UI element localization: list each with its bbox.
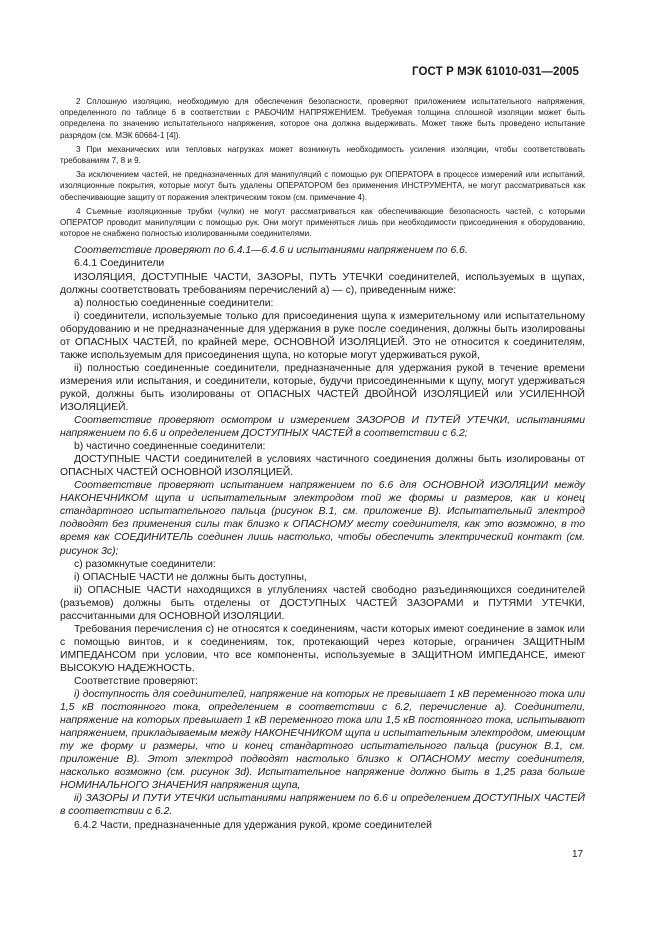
compliance-item-ii: ii) ЗАЗОРЫ И ПУТИ УТЕЧКИ испытаниями напряжением по 6.6 и определением ДОСТУПНЫХ ЧАСТЕЙ в соответствии с 6.2.: [60, 793, 585, 818]
list-item-b: b) частично соединенные соединители:: [74, 441, 266, 453]
compliance-paragraph: Соответствие проверяют осмотром и измерением ЗАЗОРОВ И ПУТЕЙ УТЕЧКИ, испытаниями напряжением по 6.6 и определением ДОСТУПНЫХ ЧАСТЕЙ в соответствии с 6.2;: [60, 415, 585, 440]
body-paragraph: ДОСТУПНЫЕ ЧАСТИ соединителей в условиях частичного соединения должны быть изолированы от ОПАСНЫХ ЧАСТЕЙ ОСНОВНОЙ ИЗОЛЯЦИЕЙ.: [60, 454, 585, 479]
page-number: 17: [572, 849, 584, 860]
list-item-a-ii: ii) полностью соединенные соединители, предназначенные для удержания рукой в течение времени измерения или испытания, и соединители, которые, будучи присоединенными к щупу, могут удерживаться рукой, должны быть изолированы от ОПАСНЫХ ЧАСТЕЙ ДВОЙНОЙ ИЗОЛЯЦИЕЙ или УСИЛЕННОЙ ИЗОЛЯЦИЕЙ.: [60, 362, 585, 413]
list-item-a-i: i) соединители, используемые только для присоединения щупа к измерительному или испытательному оборудованию и не предназначенные для удержания в руке после соединения, должны быть изолированы от ОПАСНЫХ ЧАСТЕЙ, по крайней мере, ОСНОВНОЙ ИЗОЛЯЦИЕЙ. Это не относится к соединителям, также используемым для присоединения щупа, но которые могут удерживаться рукой,: [60, 310, 585, 361]
compliance-paragraph: Соответствие проверяют испытанием напряжением по 6.6 для ОСНОВНОЙ ИЗОЛЯЦИИ между НАКОНЕЧНИКОМ щупа и испытательным электродом той же формы и размеров, как и конец стандартного испытательного пальца (рисунок В.1, см. приложение В). Испытательный электрод подводят без применения силы так близко к ОПАСНОМУ месту соединителя, как это возможно, в то время как СОЕДИНИТЕЛЬ соединен лишь настолько, чтобы обеспечить электрический контакт (см. рисунок 3с);: [60, 480, 585, 557]
section-heading-6-4-1: 6.4.1 Соединители: [74, 258, 165, 270]
note-4: 4 Съемные изоляционные трубки (чулки) не могут рассматриваться как обеспечивающие безопасность частей, с которыми ОПЕРАТОР проводит манипуляции с помощью рук. Они могут применяться лишь при необходимости присоединения к оборудованию, которое не снабжено полностью изолированными соединителями.: [60, 206, 585, 239]
list-item-c-i: i) ОПАСНЫЕ ЧАСТИ не должны быть доступны,: [74, 571, 307, 583]
list-item-c-ii: ii) ОПАСНЫЕ ЧАСТИ находящихся в углублениях частей свободно разъединяющихся соединителей (разъемов) должны быть отделены от ДОСТУПНЫХ ЧАСТЕЙ ЗАЗОРАМИ и ПУТЯМИ УТЕЧКИ, рассчитанными для ОСНОВНОЙ ИЗОЛЯЦИИ.: [60, 584, 585, 622]
compliance-intro: Соответствие проверяют:: [74, 675, 198, 687]
section-heading-6-4-2: 6.4.2 Части, предназначенные для удержания рукой, кроме соединителей: [74, 819, 432, 831]
note-operator-coverings: За исключением частей, не предназначенных для манипуляций с помощью рук ОПЕРАТОРА в процессе измерений или испытаний, изоляционные покрытия, которые могут быть удалены ОПЕРАТОРОМ без применения ИНСТРУМЕНТА, не могут рассматриваться как обеспечивающие защиту от поражения электрическим током (см. примечание 4).: [60, 170, 585, 202]
list-item-a: а) полностью соединенные соединители:: [74, 297, 274, 309]
compliance-item-i: i) доступность для соединителей, напряжение на которых не превышает 1 кВ переменного тока или 1,5 кВ постоянного тока, определением в соответствии с 6.2, перечисление а). Соединители, напряжение на которых превышает 1 кВ переменного тока или 1,5 кВ постоянного тока, испытывают напряжением, прикладываемым между НАКОНЕЧНИКОМ щупа и испытательным электродом, имеющим ту же форму и размеры, что и конец стандартного испытательного пальца (рисунок В.1, см. приложение В). Этот электрод подводят настолько близко к ОПАСНОМУ месту соединителя, насколько возможно (см. рисунок 3d). Испытательное напряжение должно быть в 1,25 раза больше НОМИНАЛЬНОГО ЗНАЧЕНИЯ напряжения щупа,: [60, 689, 585, 792]
note-2: 2 Сплошную изоляцию, необходимую для обеспечения безопасности, проверяют приложением испытательного напряжения, определенного по таблице 6 в соответствии с РАБОЧИМ НАПРЯЖЕНИЕМ. Требуемая толщина сплошной изоляции может быть определена по значению испытательного напряжения, которое она должна выдерживать. Может также быть проведено испытание разрядом (см. МЭК 60664-1 [4]).: [60, 97, 585, 140]
compliance-paragraph: Соответствие проверяют по 6.4.1—6.4.6 и испытаниями напряжением по 6.6.: [74, 245, 468, 257]
body-paragraph: Требования перечисления с) не относятся к соединениям, части которых имеют соединение в замок или с помощью винтов, и к соединениям, ток, протекающий через которые, ограничен ЗАЩИТНЫМ ИМПЕДАНСОМ при условии, что все компоненты, используемые в ЗАЩИТНОМ ИМПЕДАНСЕ, имеют ВЫСОКУЮ НАДЕЖНОСТЬ.: [60, 623, 585, 674]
page-content: [60, 96, 585, 832]
body-paragraph: ИЗОЛЯЦИЯ, ДОСТУПНЫЕ ЧАСТИ, ЗАЗОРЫ, ПУТЬ УТЕЧКИ соединителей, используемых в щупах, должны соответствовать требованиям перечислений а) — с), приведенным ниже:: [60, 271, 585, 296]
note-3: 3 При механических или тепловых нагрузках может возникнуть необходимость усиления изоляции, чтобы соответствовать требованиям 7, 8 и 9.: [60, 144, 585, 166]
list-item-c: с) разомкнутые соединители:: [74, 558, 216, 570]
standard-header: ГОСТ Р МЭК 61010-031—2005: [412, 66, 579, 78]
